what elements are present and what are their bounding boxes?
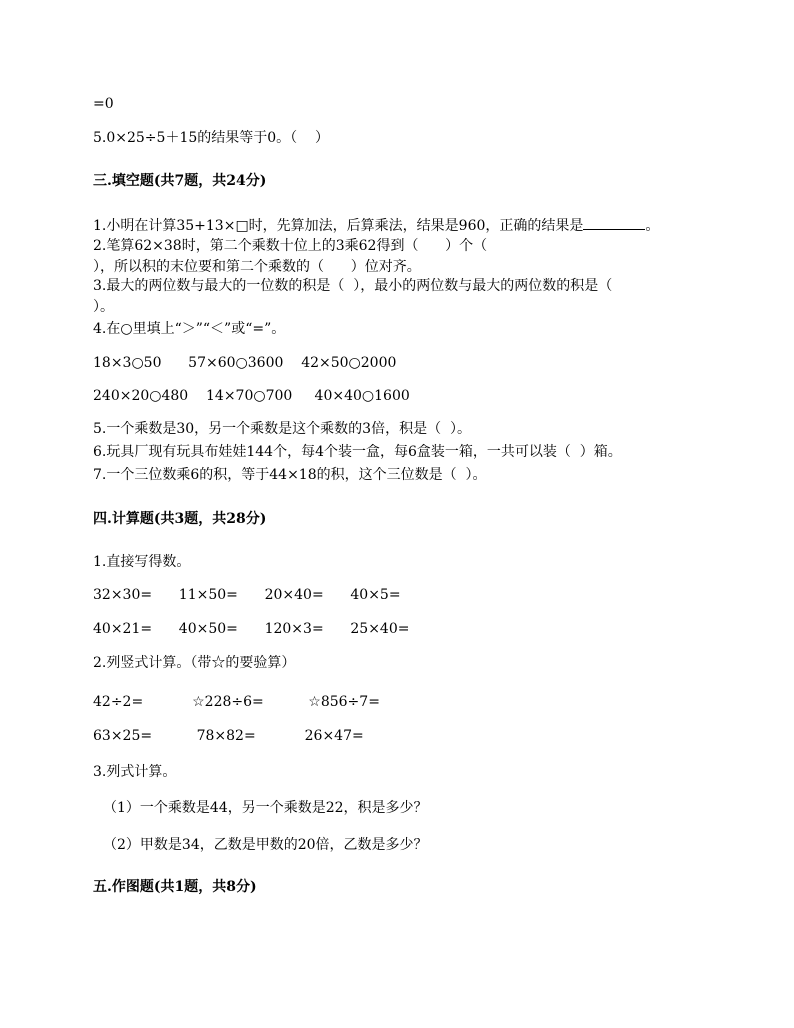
mental-math-row-2: 40×21= 40×50= 120×3= 25×40=	[93, 621, 410, 637]
fill-in-question-6: 6.玩具厂现有玩具布娃娃144个，每4个装一盒，每6盒装一箱，一共可以装（ ）箱。	[93, 444, 622, 460]
fill-in-question-2-continued: ），所以积的末位要和第二个乘数的（ ）位对齐。	[93, 259, 421, 275]
mental-math-row-1: 32×30= 11×50= 20×40= 40×5=	[93, 587, 401, 603]
fill-in-question-1-text: 1.小明在计算35+13×□时，先算加法，后算乘法，结果是960，正确的结果是	[93, 218, 584, 234]
answer-blank	[583, 215, 645, 230]
word-problem-1: （1）一个乘数是44，另一个乘数是22，积是多少？	[103, 800, 428, 816]
calc-question-3: 3.列式计算。	[93, 764, 177, 780]
fill-in-question-3-continued: ）。	[93, 299, 114, 315]
judgement-question-5: 5.0×25÷5＋15的结果等于0。（ ）	[93, 130, 329, 146]
comparison-row-2: 240×20○480 14×70○700 40×40○1600	[93, 388, 410, 404]
fill-in-question-5: 5.一个乘数是30，另一个乘数是这个乘数的3倍，积是（ ）。	[93, 421, 471, 437]
word-problem-2: （2）甲数是34，乙数是甲数的20倍，乙数是多少？	[103, 837, 428, 853]
vertical-calc-row-2: 63×25= 78×82= 26×47=	[93, 728, 364, 744]
section-heading-calculation: 四.计算题(共3题，共28分)	[93, 511, 267, 527]
fill-in-question-1-end: 。	[645, 218, 660, 234]
calc-question-2: 2.列竖式计算。（带☆的要验算）	[93, 655, 296, 671]
section-heading-drawing: 五.作图题(共1题，共8分)	[93, 879, 257, 895]
fill-in-question-2: 2.笔算62×38时，第二个乘数十位上的3乘62得到（ ）个（	[93, 238, 488, 254]
fill-in-question-4: 4.在○里填上“＞”“＜”或“=”。	[93, 321, 286, 337]
calc-question-1: 1.直接写得数。	[93, 554, 191, 570]
fill-in-question-1	[93, 215, 659, 235]
comparison-row-1: 18×3○50 57×60○3600 42×50○2000	[93, 355, 397, 371]
section-heading-fill-in: 三.填空题(共7题，共24分)	[93, 173, 267, 189]
fill-in-question-3: 3.最大的两位数与最大的一位数的积是（ ），最小的两位数与最大的两位数的积是（	[93, 278, 613, 294]
fill-in-question-7: 7.一个三位数乘6的积，等于44×18的积，这个三位数是（ ）。	[93, 467, 487, 483]
vertical-calc-row-1: 42÷2= ☆228÷6= ☆856÷7=	[93, 694, 380, 710]
text-line-equals-zero: =0	[93, 96, 114, 112]
